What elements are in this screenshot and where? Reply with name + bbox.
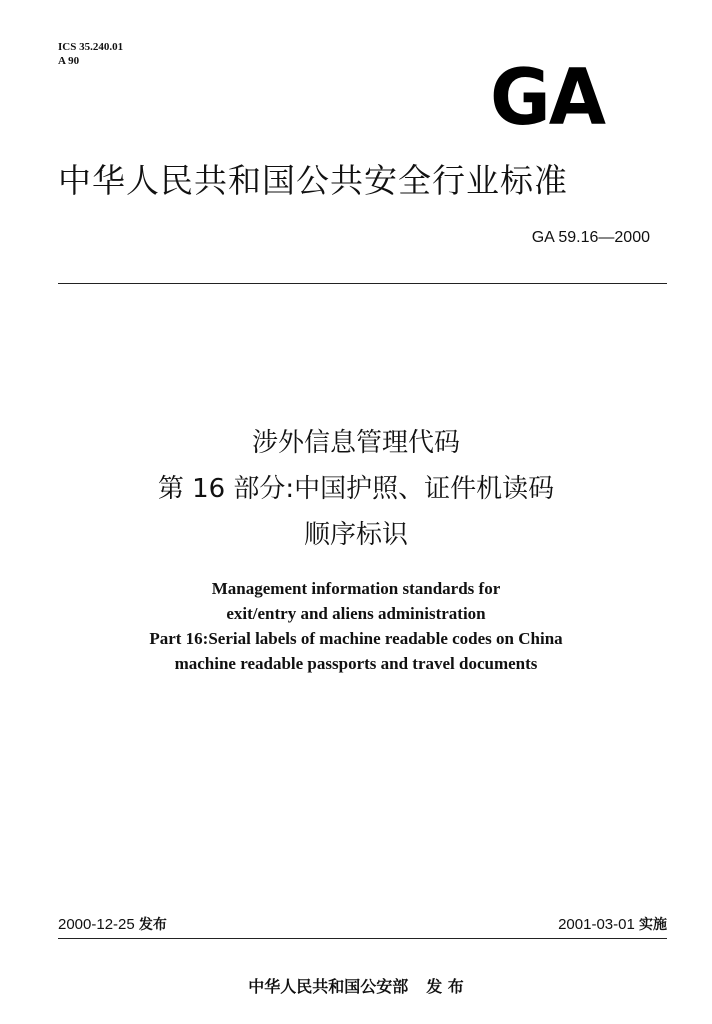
english-title-line-1: Management information standards for — [211, 579, 501, 598]
chinese-title-line-1: 涉外信息管理代码 — [251, 428, 460, 458]
ics-code: ICS 35.240.01 — [58, 41, 124, 53]
bottom-divider — [58, 938, 667, 939]
chinese-title-line-3: 顺序标识 — [303, 520, 408, 550]
issuer-action: 发 布 — [426, 977, 464, 996]
issuer-line — [56, 977, 656, 997]
chinese-title-line-2: 第 16 部分:中国护照、证件机读码 — [157, 474, 555, 504]
issue-label: 发布 — [138, 917, 167, 933]
issue-date-block — [58, 916, 167, 934]
chinese-title — [56, 420, 656, 558]
implement-date-block — [470, 916, 667, 934]
english-title-line-4: machine readable passports and travel documents — [174, 654, 538, 673]
issuer-name: 中华人民共和国公安部 — [248, 977, 409, 996]
ccs-code: A 90 — [58, 55, 80, 67]
implement-date: 2001-03-01 — [558, 916, 635, 933]
english-title-line-3: Part 16:Serial labels of machine readable codes on China — [149, 629, 563, 648]
implement-label: 实施 — [639, 917, 667, 933]
ga-logo: GA — [490, 52, 605, 143]
classification-codes — [58, 40, 123, 68]
english-title-line-2: exit/entry and aliens administration — [226, 604, 486, 623]
issue-date: 2000-12-25 — [58, 916, 135, 933]
english-title — [56, 576, 656, 676]
top-divider — [58, 283, 667, 284]
organization-title: 中华人民共和国公共安全行业标准 — [58, 161, 568, 200]
standard-number: GA 59.16—2000 — [531, 229, 650, 246]
